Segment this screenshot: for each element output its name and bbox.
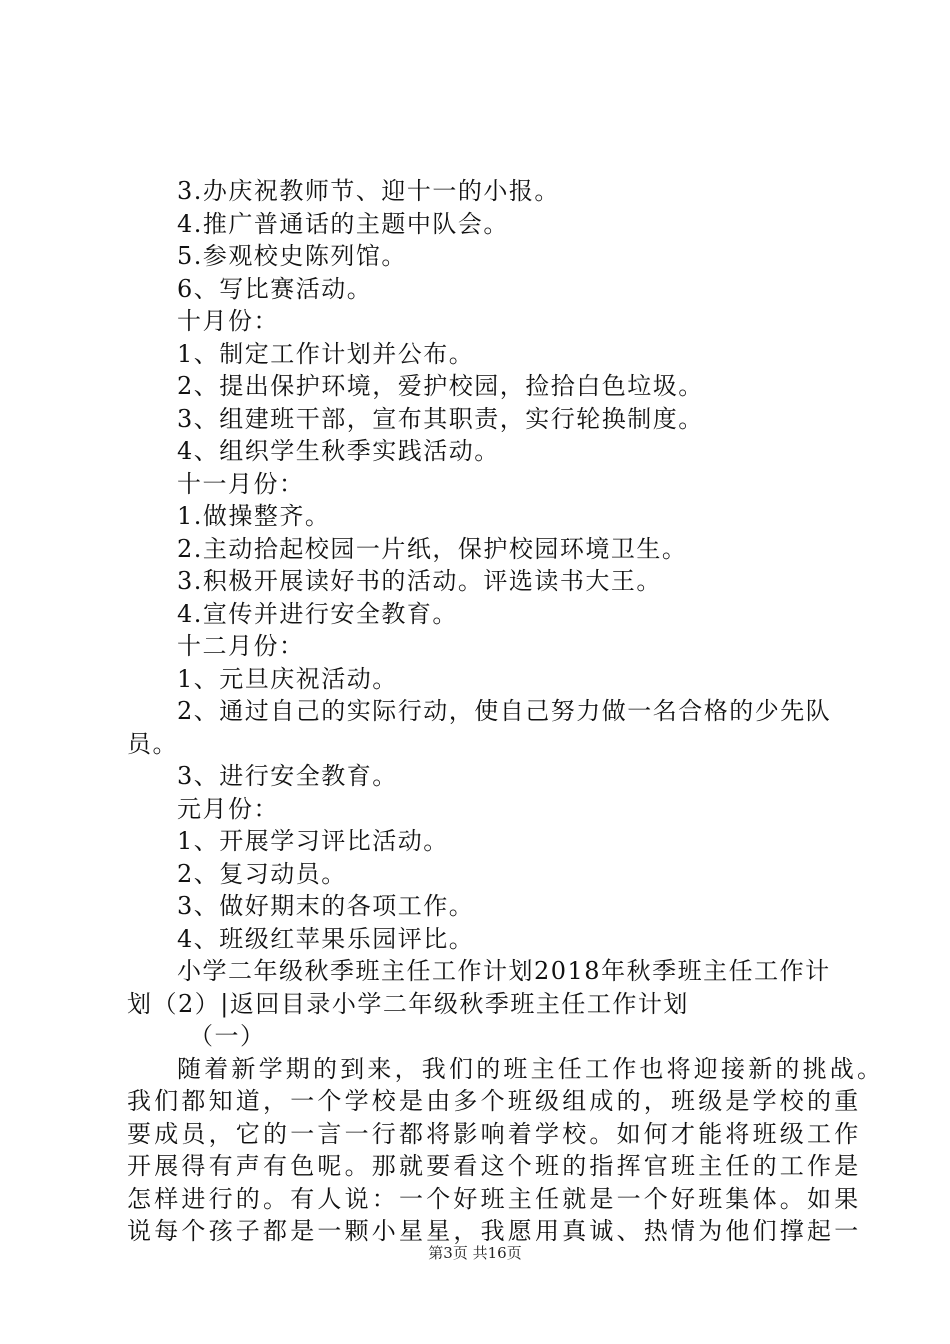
section-heading: 十一月份： <box>177 469 305 498</box>
text-line: 4.宣传并进行安全教育。 <box>177 599 458 628</box>
text-line: 1.做操整齐。 <box>177 502 331 530</box>
paragraph-line: 怎样进行的。有人说：一个好班主任就是一个好班集体。如果 <box>127 1184 862 1213</box>
text-line: 1、元旦庆祝活动。 <box>177 664 398 693</box>
text-line: 划（2）|返回目录小学二年级秋季班主任工作计划 <box>127 989 689 1018</box>
text-line: 1、制定工作计划并公布。 <box>177 339 475 368</box>
document-body <box>127 175 885 1248</box>
paragraph-line: 我们都知道，一个学校是由多个班级组成的，班级是学校的重 <box>127 1087 862 1115</box>
text-line: 3、进行安全教育。 <box>177 762 398 790</box>
text-line: 4、组织学生秋季实践活动。 <box>177 437 500 465</box>
paragraph-line: 说每个孩子都是一颗小星星，我愿用真诚、热情为他们撑起一 <box>127 1217 862 1245</box>
text-line: 2.主动拾起校园一片纸，保护校园环境卫生。 <box>177 534 688 563</box>
text-line: 5.参观校史陈列馆。 <box>177 242 407 270</box>
text-line: 3.办庆祝教师节、迎十一的小报。 <box>177 177 560 205</box>
text-line: 3.积极开展读好书的活动。评选读书大王。 <box>177 567 662 595</box>
paragraph-line: 要成员，它的一言一行都将影响着学校。如何才能将班级工作 <box>127 1119 862 1148</box>
text-line: 3、组建班干部，宣布其职责，实行轮换制度。 <box>177 404 704 433</box>
text-line: 2、提出保护环境，爱护校园，捡拾白色垃圾。 <box>177 372 704 400</box>
text-line: 小学二年级秋季班主任工作计划2018年秋季班主任工作计 <box>177 957 831 985</box>
text-line: 6、写比赛活动。 <box>177 274 373 303</box>
page-number-footer: 第3页 共16页 <box>428 1244 522 1262</box>
paragraph-line: 随着新学期的到来，我们的班主任工作也将迎接新的挑战。 <box>177 1054 885 1083</box>
text-line: 4.推广普通话的主题中队会。 <box>177 209 509 238</box>
paragraph-line: 开展得有声有色呢。那就要看这个班的指挥官班主任的工作是 <box>127 1152 862 1180</box>
text-line: 2、通过自己的实际行动，使自己努力做一名合格的少先队 <box>177 697 832 725</box>
section-heading: 十月份： <box>177 307 279 335</box>
subsection-heading: （一） <box>189 1022 266 1050</box>
section-heading: 十二月份： <box>177 632 305 660</box>
text-line: 1、开展学习评比活动。 <box>177 827 449 855</box>
text-line: 4、班级红苹果乐园评比。 <box>177 924 475 953</box>
text-line: 3、做好期末的各项工作。 <box>177 892 475 920</box>
text-line: 2、复习动员。 <box>177 859 347 888</box>
section-heading: 元月份： <box>177 794 279 823</box>
text-line: 员。 <box>127 729 178 758</box>
